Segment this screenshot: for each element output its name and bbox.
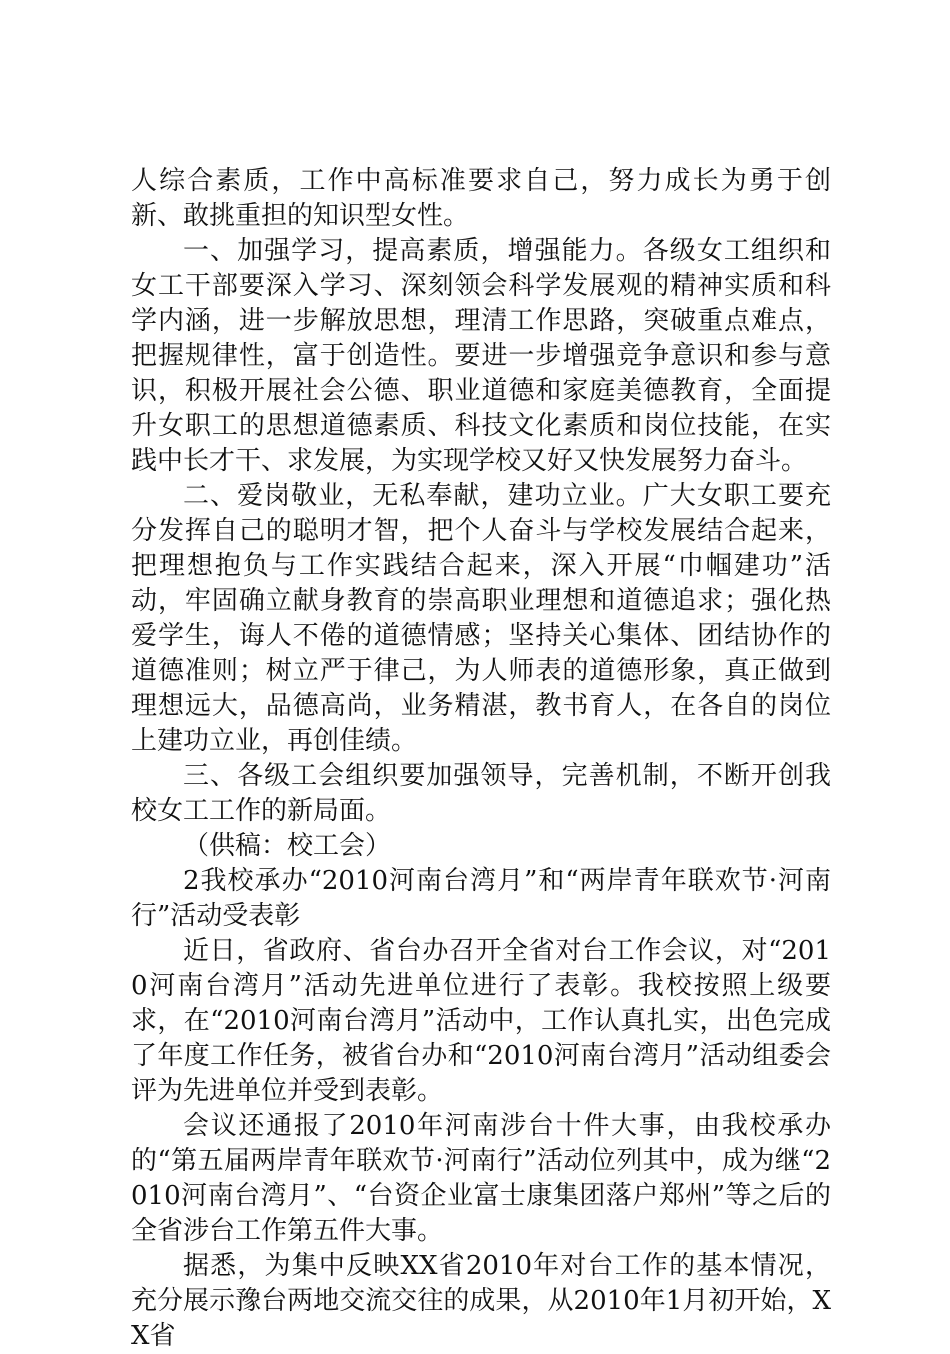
paragraph-continuation: 人综合素质，工作中高标准要求自己，努力成长为勇于创新、敢挑重担的知识型女性。 — [131, 166, 831, 231]
paragraph-credit: （供稿：校工会） — [183, 831, 392, 861]
paragraph-article-body-1: 近日，省政府、省台办召开全省对台工作会议，对“2010河南台湾月”活动先进单位进行了表彰。我校按照上级要求，在“2010河南台湾月”活动中，工作认真扎实，出色完成了年度工作任务，被省台办和“2010河南台湾月”活动组委会评为先进单位并受到表彰。 — [131, 936, 831, 1106]
paragraph-point-one: 一、加强学习，提高素质，增强能力。各级女工组织和女工干部要深入学习、深刻领会科学发展观的精神实质和科学内涵，进一步解放思想，理清工作思路，突破重点难点，把握规律性，富于创造性。要进一步增强竞争意识和参与意识，积极开展社会公德、职业道德和家庭美德教育，全面提升女职工的思想道德素质、科技文化素质和岗位技能，在实践中长才干、求发展，为实现学校又好又快发展努力奋斗。 — [131, 236, 831, 476]
article-heading: 2我校承办“2010河南台湾月”和“两岸青年联欢节·河南行”活动受表彰 — [131, 866, 831, 931]
paragraph-point-three: 三、各级工会组织要加强领导，完善机制，不断开创我校女工工作的新局面。 — [131, 761, 831, 826]
paragraph-point-two: 二、爱岗敬业，无私奉献，建功立业。广大女职工要充分发挥自己的聪明才智，把个人奋斗与学校发展结合起来，把理想抱负与工作实践结合起来，深入开展“巾帼建功”活动，牢固确立献身教育的崇高职业理想和道德追求；强化热爱学生，诲人不倦的道德情感；坚持关心集体、团结协作的道德准则；树立严于律己，为人师表的道德形象，真正做到理想远大，品德高尚，业务精湛，教书育人，在各自的岗位上建功立业，再创佳绩。 — [131, 481, 831, 756]
document-page — [131, 164, 831, 1354]
paragraph-article-body-3: 据悉，为集中反映XX省2010年对台工作的基本情况，充分展示豫台两地交流交往的成果，从2010年1月初开始，XX省 — [131, 1251, 831, 1351]
paragraph-article-body-2: 会议还通报了2010年河南涉台十件大事，由我校承办的“第五届两岸青年联欢节·河南行”活动位列其中，成为继“2010河南台湾月”、“台资企业富士康集团落户郑州”等之后的全省涉台工作第五件大事。 — [131, 1111, 831, 1246]
